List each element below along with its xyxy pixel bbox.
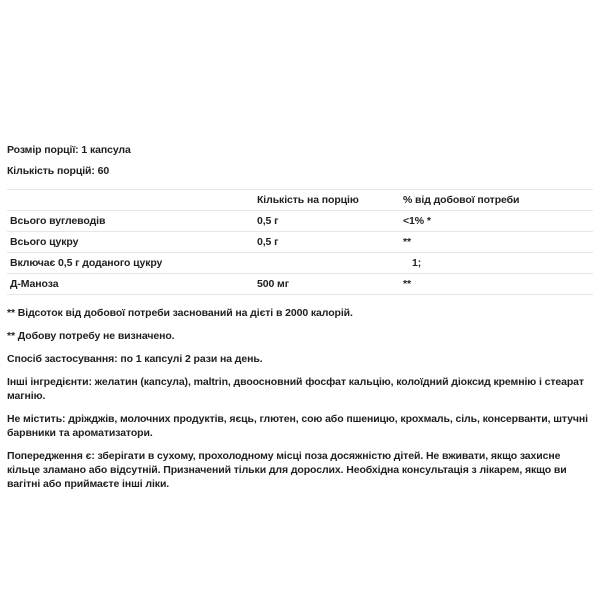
header-amount-per-serving: Кількість на порцію xyxy=(254,190,400,211)
nutrient-amount: 500 мг xyxy=(254,274,400,295)
nutrient-name: Включає 0,5 г доданого цукру xyxy=(7,253,254,274)
nutrient-daily-value: <1% * xyxy=(400,211,593,232)
nutrient-daily-value: ** xyxy=(400,232,593,253)
nutrient-amount xyxy=(254,253,400,274)
table-row xyxy=(7,274,593,295)
table-header-row xyxy=(7,190,593,211)
table-row xyxy=(7,232,593,253)
nutrient-daily-value: 1; xyxy=(400,253,593,274)
other-ingredients: Інші інгредієнти: желатин (капсула), maltrin, двоосновний фосфат кальцію, колоїдний діоксид кремнію і стеарат магнію. xyxy=(7,376,584,402)
serving-size: Розмір порції: 1 капсула xyxy=(7,144,131,156)
footnote-daily-value-undefined: ** Добову потребу не визначено. xyxy=(7,330,175,342)
supplement-facts-document xyxy=(7,140,593,491)
usage-instructions: Спосіб застосування: по 1 капсулі 2 рази на день. xyxy=(7,353,263,365)
nutrient-name: Всього вуглеводів xyxy=(7,211,254,232)
table-row xyxy=(7,253,593,274)
nutrient-amount: 0,5 г xyxy=(254,211,400,232)
footnote-daily-value-basis: ** Відсоток від добової потреби заснований на дієті в 2000 калорій. xyxy=(7,307,353,319)
free-of-allergens: Не містить: дріжджів, молочних продуктів, яєць, глютен, сою або пшеницю, крохмаль, сіль, консерванти, штучні барвники та ароматизатори. xyxy=(7,413,588,439)
nutrition-facts-table xyxy=(7,189,593,295)
header-daily-value: % від добової потреби xyxy=(400,190,593,211)
servings-per-container: Кількість порцій: 60 xyxy=(7,165,110,177)
nutrient-daily-value: ** xyxy=(400,274,593,295)
warnings: Попередження є: зберігати в сухому, прохолодному місці поза досяжністю дітей. Не вживати, якщо захисне кільце зламано або відсутній. Призначений тільки для дорослих. Необхідна консультація з лікарем, якщо ви вагітні або приймаєте інші ліки. xyxy=(7,450,567,490)
nutrient-name: Всього цукру xyxy=(7,232,254,253)
nutrient-amount: 0,5 г xyxy=(254,232,400,253)
nutrient-name: Д-Маноза xyxy=(7,274,254,295)
header-nutrient xyxy=(7,190,254,211)
table-row xyxy=(7,211,593,232)
